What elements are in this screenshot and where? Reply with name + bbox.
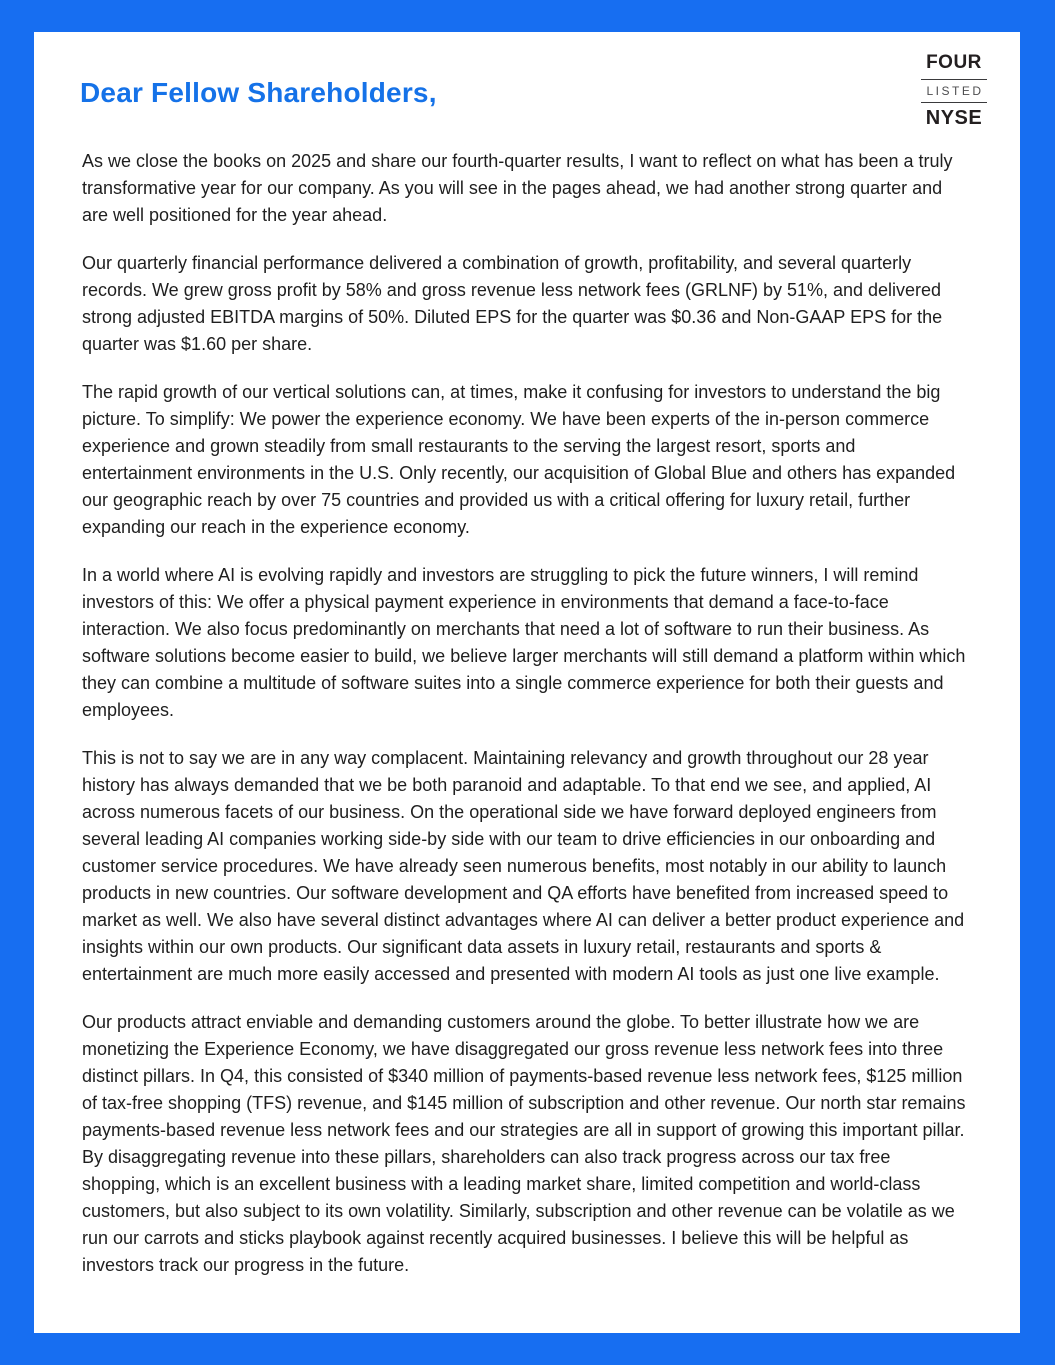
- letter-paragraph: This is not to say we are in any way complacent. Maintaining relevancy and growth throughout our 28 year history has always demanded that we be both paranoid and adaptable. To that end we see, and applied, AI across numerous facets of our business. On the operational side we have forward deployed engineers from several leading AI companies working side-by side with our team to drive efficiencies in our onboarding and customer service procedures. We have already seen numerous benefits, most notably in our ability to launch products in new countries. Our software development and QA efforts have benefited from increased speed to market as well. We also have several distinct advantages where AI can deliver a better product experience and insights within our own products. Our significant data assets in luxury retail, restaurants and sports & entertainment are much more easily accessed and presented with modern AI tools as just one live example.: [82, 748, 965, 984]
- letter-paragraph: The rapid growth of our vertical solutions can, at times, make it confusing for investors to understand the big picture. To simplify: We power the experience economy. We have been experts of the in-person commerce experience and grown steadily from small restaurants to the serving the largest resort, sports and entertainment environments in the U.S. Only recently, our acquisition of Global Blue and others has expanded our geographic reach by over 75 countries and provided us with a critical offering for luxury retail, further expanding our reach in the experience economy.: [82, 382, 956, 537]
- logo-listed-text: LISTED: [926, 84, 984, 98]
- letter-paragraph: Our quarterly financial performance delivered a combination of growth, profitability, and several quarterly records. We grew gross profit by 58% and gross revenue less network fees (GRLNF) by 51%, and delivered strong adjusted EBITDA margins of 50%. Diluted EPS for the quarter was $0.36 and Non-GAAP EPS for the quarter was $1.60 per share.: [82, 253, 943, 354]
- logo-four-text: FOUR: [926, 52, 982, 73]
- letter-paragraph: Our products attract enviable and demanding customers around the globe. To better illustrate how we are monetizing the Experience Economy, we have disaggregated our gross revenue less network fees into three distinct pillars. In Q4, this consisted of $340 million of payments-based revenue less network fees, $125 million of tax-free shopping (TFS) revenue, and $145 million of subscription and other revenue. Our north star remains payments-based revenue less network fees and our strategies are all in support of growing this important pillar. By disaggregating revenue into these pillars, shareholders can also track progress across our tax free shopping, which is an excellent business with a leading market share, limited competition and world-class customers, but also subject to its own volatility. Similarly, subscription and other revenue can be volatile as we run our carrots and sticks playbook against recently acquired businesses. I believe this will be helpful as investors track our progress in the future.: [82, 1012, 966, 1275]
- logo-nyse-text: NYSE: [925, 107, 983, 129]
- page-title: Dear Fellow Shareholders,: [80, 77, 437, 108]
- letter-page: [34, 32, 1020, 1333]
- nyse-listed-logo: [921, 52, 987, 130]
- letter-paragraph: In a world where AI is evolving rapidly and investors are struggling to pick the future winners, I will remind investors of this: We offer a physical payment experience in environments that demand a face-to-face interaction. We also focus predominantly on merchants that need a lot of software to run their business. As software solutions become easier to build, we believe larger merchants will still demand a platform within which they can combine a multitude of software suites into a single commerce experience for both their guests and employees.: [82, 565, 966, 720]
- letter-paragraph: As we close the books on 2025 and share our fourth-quarter results, I want to reflect on what has been a truly transformative year for our company. As you will see in the pages ahead, we had another strong quarter and are well positioned for the year ahead.: [82, 151, 953, 225]
- letter-body: [82, 148, 970, 1279]
